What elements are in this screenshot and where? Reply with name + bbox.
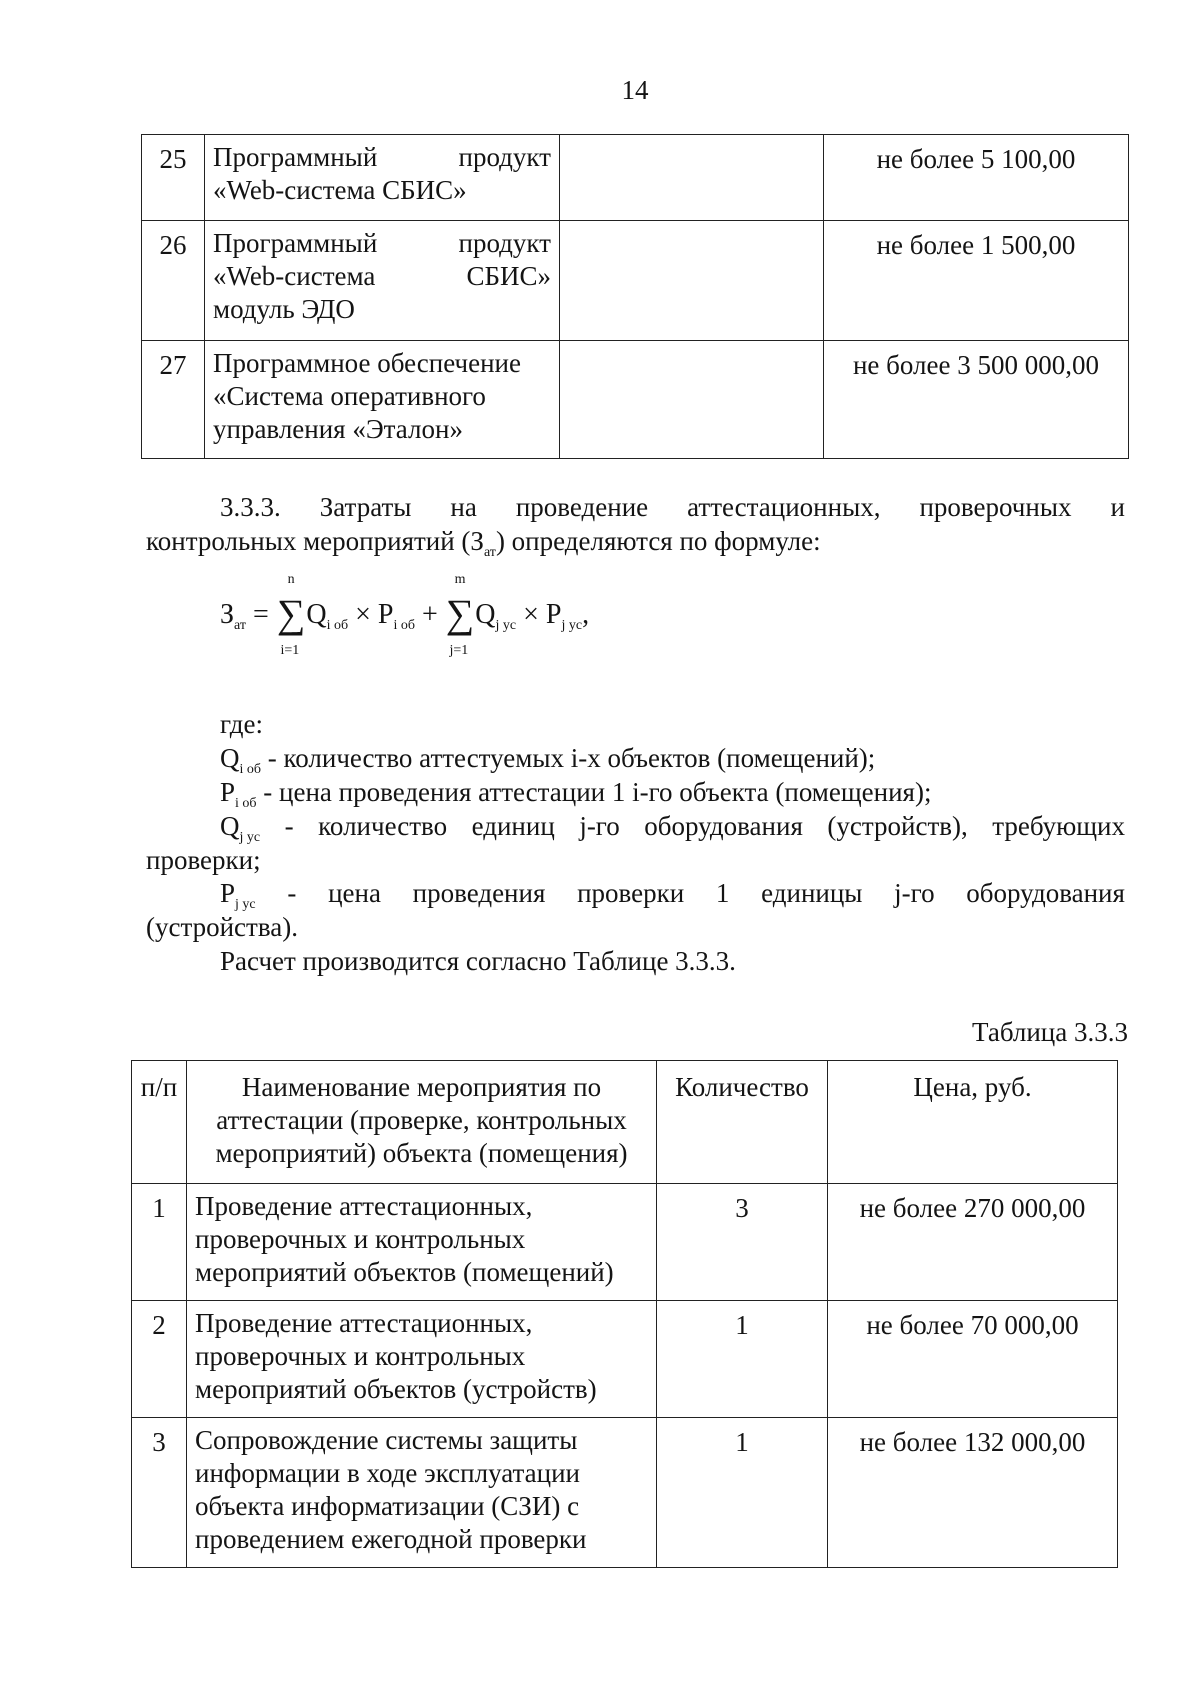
paragraph-intro-line2: контрольных мероприятий $(З_{ат})$ определяются по формуле: [146,526,821,560]
product-name: Программный продукт «Web-система СБИС» модуль ЭДО [205,221,560,341]
activity-name: Проведение аттестационных, проверочных и контрольных мероприятий объектов (устройств) [187,1301,657,1418]
table-row [142,341,1129,459]
certification-table [131,1060,1118,1568]
quantity-cell: 1 [657,1418,828,1568]
price-cell: не более 5 100,00 [824,135,1129,221]
product-name: Программный продукт «Web-система СБИС» [205,135,560,221]
price-cell: не более 1 500,00 [824,221,1129,341]
definition-p-dev: $P_{j ус}$ - цена проведения проверки 1 единицы j-го оборудования [220,878,1125,912]
row-number: 3 [132,1418,187,1568]
row-number: 26 [142,221,205,341]
empty-cell [560,341,824,459]
table-row [132,1418,1118,1568]
table-header-row [132,1061,1118,1184]
table-row [142,135,1129,221]
row-number: 27 [142,341,205,459]
price-cell: не более 70 000,00 [828,1301,1118,1418]
activity-name: Сопровождение системы защиты информации в ходе эксплуатации объекта информатизации (СЗИ) с проведением ежегодной проверки [187,1418,657,1568]
quantity-cell: 1 [657,1301,828,1418]
product-name: Программное обеспечение «Система оперативного управления «Эталон» [205,341,560,459]
header-quantity: Количество [657,1061,828,1184]
definition-q-dev: $Q_{j ус}$ - количество единиц j-го оборудования (устройств), требующих [220,811,1125,845]
paragraph-intro-line1: 3.3.3. Затраты на проведение аттестационных, проверочных и [220,492,1125,522]
header-price: Цена, руб. [828,1061,1118,1184]
header-number: п/п [132,1061,187,1184]
activity-name: Проведение аттестационных, проверочных и контрольных мероприятий объектов (помещений) [187,1184,657,1301]
table-row [142,221,1129,341]
page-number: 14 [621,75,649,105]
table-row [132,1184,1118,1301]
definition-q-obj: $Q_{i об}$ - количество аттестуемых i-х объектов (помещений); [220,743,876,777]
row-number: 1 [132,1184,187,1301]
price-cell: не более 270 000,00 [828,1184,1118,1301]
calculation-note: Расчет производится согласно Таблице 3.3.3. [220,946,736,976]
price-cell: не более 3 500 000,00 [824,341,1129,459]
cost-formula: $З_{ат}$ = ∑ n i=1 $Q_{i об} \times P_{i об}$ + ∑ m j=1 $Q_{j ус} \times P_{j ус}$, [220,572,590,658]
table-caption: Таблица 3.3.3 [972,1017,1128,1047]
empty-cell [560,221,824,341]
price-cell: не более 132 000,00 [828,1418,1118,1568]
definition-p-obj: $P_{i об}$ - цена проведения аттестации 1 i-го объекта (помещения); [220,777,932,811]
definition-p-dev-cont: (устройства). [146,912,298,942]
empty-cell [560,135,824,221]
continuation-table [141,134,1129,459]
definition-q-dev-cont: проверки; [146,845,261,875]
header-name: Наименование мероприятия по аттестации (проверке, контрольных мероприятий) объекта (помещения) [187,1061,657,1184]
row-number: 25 [142,135,205,221]
row-number: 2 [132,1301,187,1418]
quantity-cell: 3 [657,1184,828,1301]
table-row [132,1301,1118,1418]
sum-symbol: ∑ n i=1 [276,572,306,658]
sum-symbol: ∑ m j=1 [445,572,475,658]
where-label: где: [220,709,263,739]
